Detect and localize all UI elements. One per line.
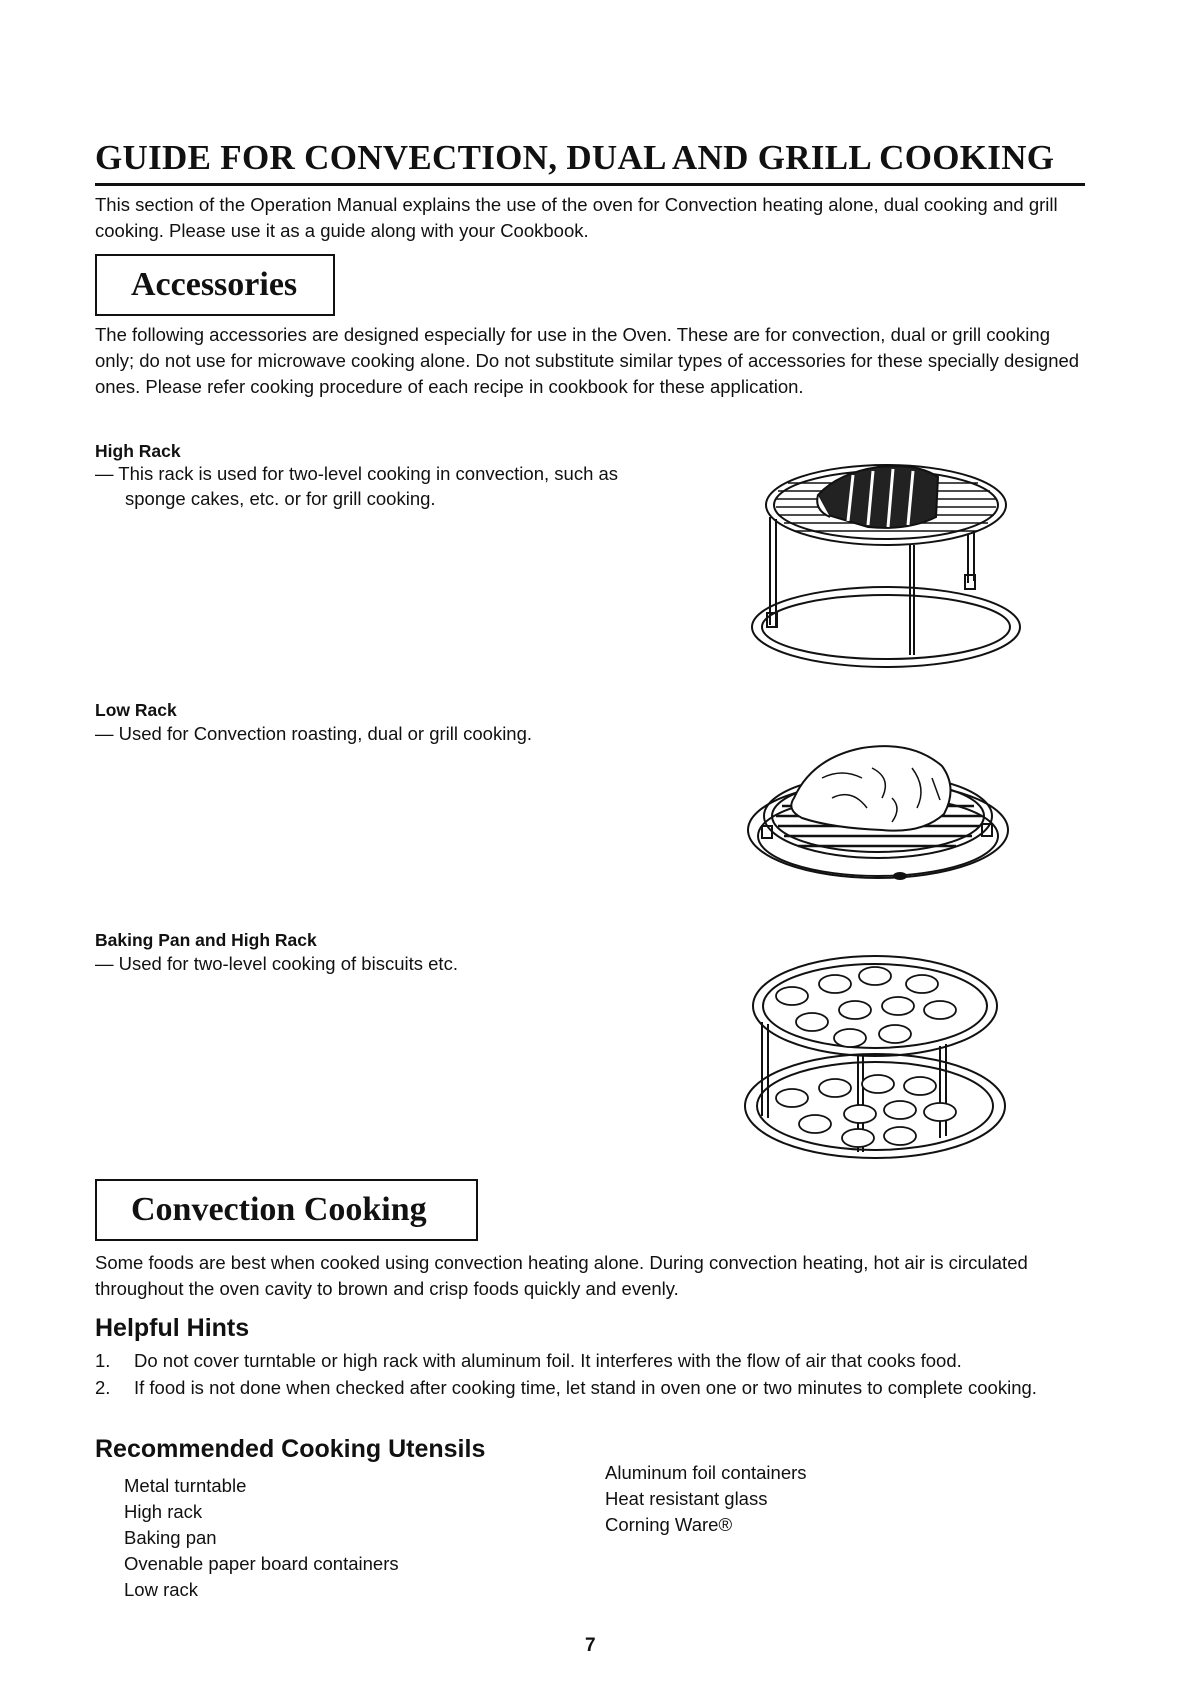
utensil-item: Heat resistant glass (605, 1488, 768, 1509)
hint-number: 2. (95, 1377, 111, 1398)
utensil-item: Aluminum foil containers (605, 1462, 807, 1483)
high-rack-label: High Rack (95, 441, 181, 461)
convection-heading-text: Convection Cooking (131, 1191, 427, 1228)
utensil-item: Corning Ware® (605, 1514, 733, 1535)
utensil-item: Metal turntable (124, 1475, 247, 1496)
convection-heading (95, 1179, 478, 1241)
baking-pan-description: — Used for two-level cooking of biscuits etc. (95, 953, 458, 974)
hint-text: If food is not done when checked after cooking time, let stand in oven one or two minutes to complete cooking. (134, 1377, 1037, 1398)
hint-item (95, 1374, 1090, 1430)
page-number: 7 (585, 1635, 596, 1656)
convection-intro: Some foods are best when cooked using convection heating alone. During convection heating, hot air is circulated throughout the oven cavity to brown and crisp foods quickly and evenly. (95, 1252, 1028, 1299)
utensils-heading: Recommended Cooking Utensils (95, 1435, 486, 1463)
accessories-intro: The following accessories are designed especially for use in the Oven. These are for convection, dual or grill cooking only; do not use for microwave cooking alone. Do not substitute similar types of accessories for these specially designed ones. Please refer cooking procedure of each recipe in cookbook for these application. (95, 324, 1080, 397)
high-rack-illustration (748, 455, 1028, 675)
intro-paragraph: This section of the Operation Manual explains the use of the oven for Convection heating alone, dual cooking and grill cooking. Please use it as a guide along with your Cookbook. (95, 194, 1058, 241)
utensil-item: Baking pan (124, 1527, 217, 1548)
low-rack-label: Low Rack (95, 700, 177, 720)
hint-number: 1. (95, 1350, 111, 1371)
baking-pan-illustration (740, 948, 1010, 1168)
hint-item (95, 1347, 1090, 1377)
utensil-item: Ovenable paper board containers (124, 1553, 399, 1574)
low-rack-description: — Used for Convection roasting, dual or grill cooking. (95, 723, 533, 744)
hint-text: Do not cover turntable or high rack with aluminum foil. It interferes with the flow of air that cooks food. (134, 1350, 962, 1371)
utensil-item: Low rack (124, 1579, 199, 1600)
utensil-item: High rack (124, 1501, 203, 1522)
high-rack-description: — This rack is used for two-level cooking in convection, such as sponge cakes, etc. or for grill cooking. (95, 463, 619, 509)
baking-pan-label: Baking Pan and High Rack (95, 930, 317, 950)
low-rack-illustration (742, 738, 1012, 898)
title-underline (95, 183, 1085, 186)
accessories-heading-text: Accessories (131, 266, 298, 303)
utensils-list-left (124, 1473, 399, 1603)
accessories-heading (95, 254, 335, 316)
helpful-hints-heading: Helpful Hints (95, 1314, 250, 1342)
page-title: GUIDE FOR CONVECTION, DUAL AND GRILL COOKING (95, 138, 1055, 177)
utensils-list-right (605, 1460, 807, 1538)
